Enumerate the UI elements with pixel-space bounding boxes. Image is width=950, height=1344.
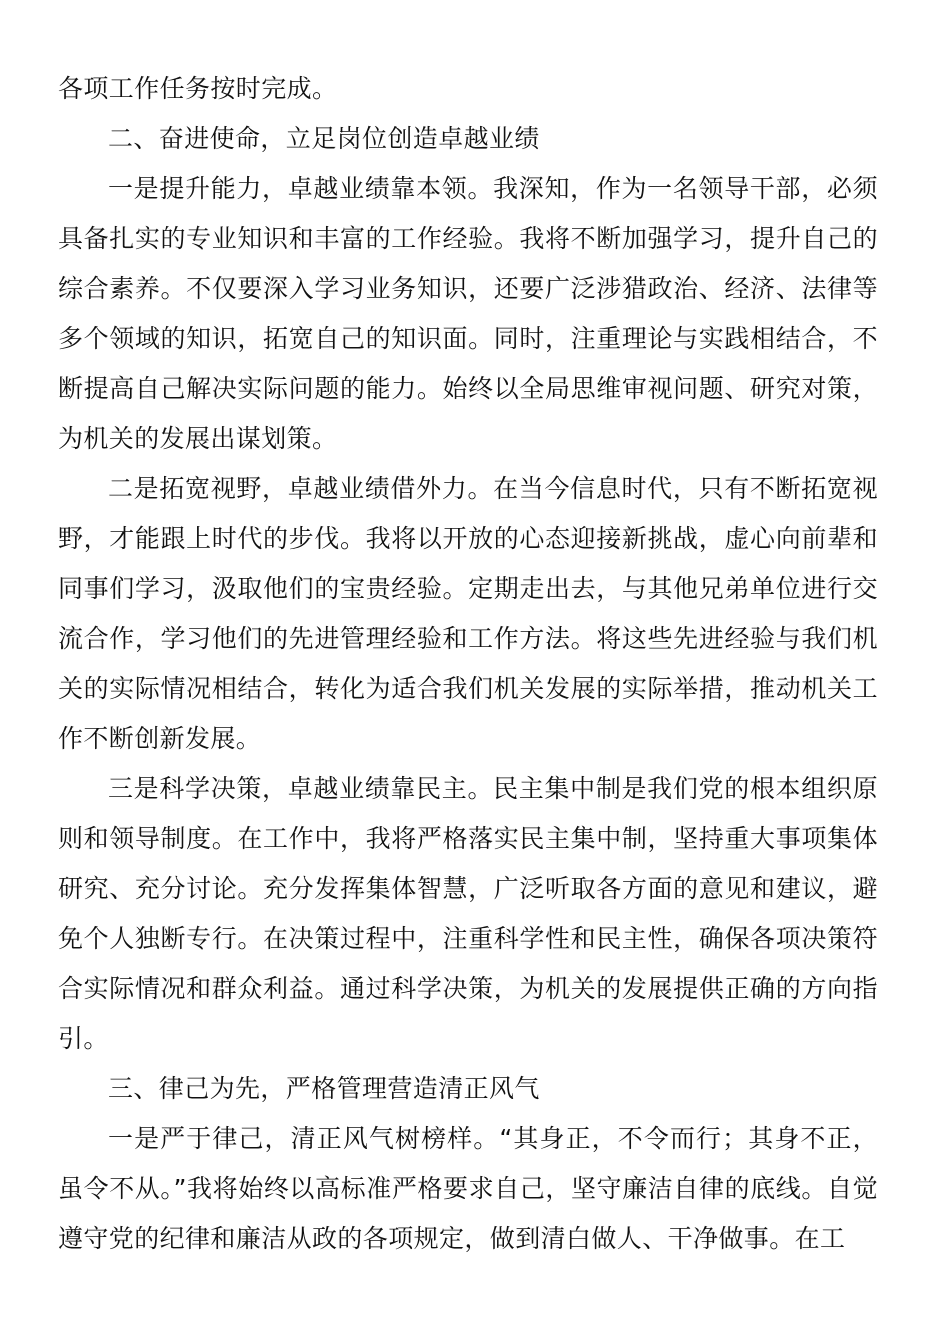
paragraph-self-discipline: 一是严于律己，清正风气树榜样。“其身正，不令而行；其身不正，虽令不从。”我将始终以高标准严格要求自己，坚守廉洁自律的底线。自觉遵守党的纪律和廉洁从政的各项规定，做到清白做人、干净做事。在工	[58, 1124, 878, 1253]
section-heading-3: 三、律己为先，严格管理营造清正风气	[108, 1074, 540, 1103]
paragraph-decision: 三是科学决策，卓越业绩靠民主。民主集中制是我们党的根本组织原则和领导制度。在工作中，我将严格落实民主集中制，坚持重大事项集体研究、充分讨论。充分发挥集体智慧，广泛听取各方面的意见和建议，避免个人独断专行。在决策过程中，注重科学性和民主性，确保各项决策符合实际情况和群众利益。通过科学决策，为机关的发展提供正确的方向指引。	[58, 774, 878, 1053]
document-body	[58, 64, 878, 1264]
paragraph-continuation: 各项工作任务按时完成。	[58, 74, 338, 103]
section-heading-2: 二、奋进使命，立足岗位创造卓越业绩	[108, 124, 540, 153]
paragraph-vision: 二是拓宽视野，卓越业绩借外力。在当今信息时代，只有不断拓宽视野，才能跟上时代的步伐。我将以开放的心态迎接新挑战，虚心向前辈和同事们学习，汲取他们的宝贵经验。定期走出去，与其他兄弟单位进行交流合作，学习他们的先进管理经验和工作方法。将这些先进经验与我们机关的实际情况相结合，转化为适合我们机关发展的实际举措，推动机关工作不断创新发展。	[58, 474, 878, 753]
paragraph-ability: 一是提升能力，卓越业绩靠本领。我深知，作为一名领导干部，必须具备扎实的专业知识和丰富的工作经验。我将不断加强学习，提升自己的综合素养。不仅要深入学习业务知识，还要广泛涉猎政治、经济、法律等多个领域的知识，拓宽自己的知识面。同时，注重理论与实践相结合，不断提高自己解决实际问题的能力。始终以全局思维审视问题、研究对策，为机关的发展出谋划策。	[58, 174, 878, 453]
